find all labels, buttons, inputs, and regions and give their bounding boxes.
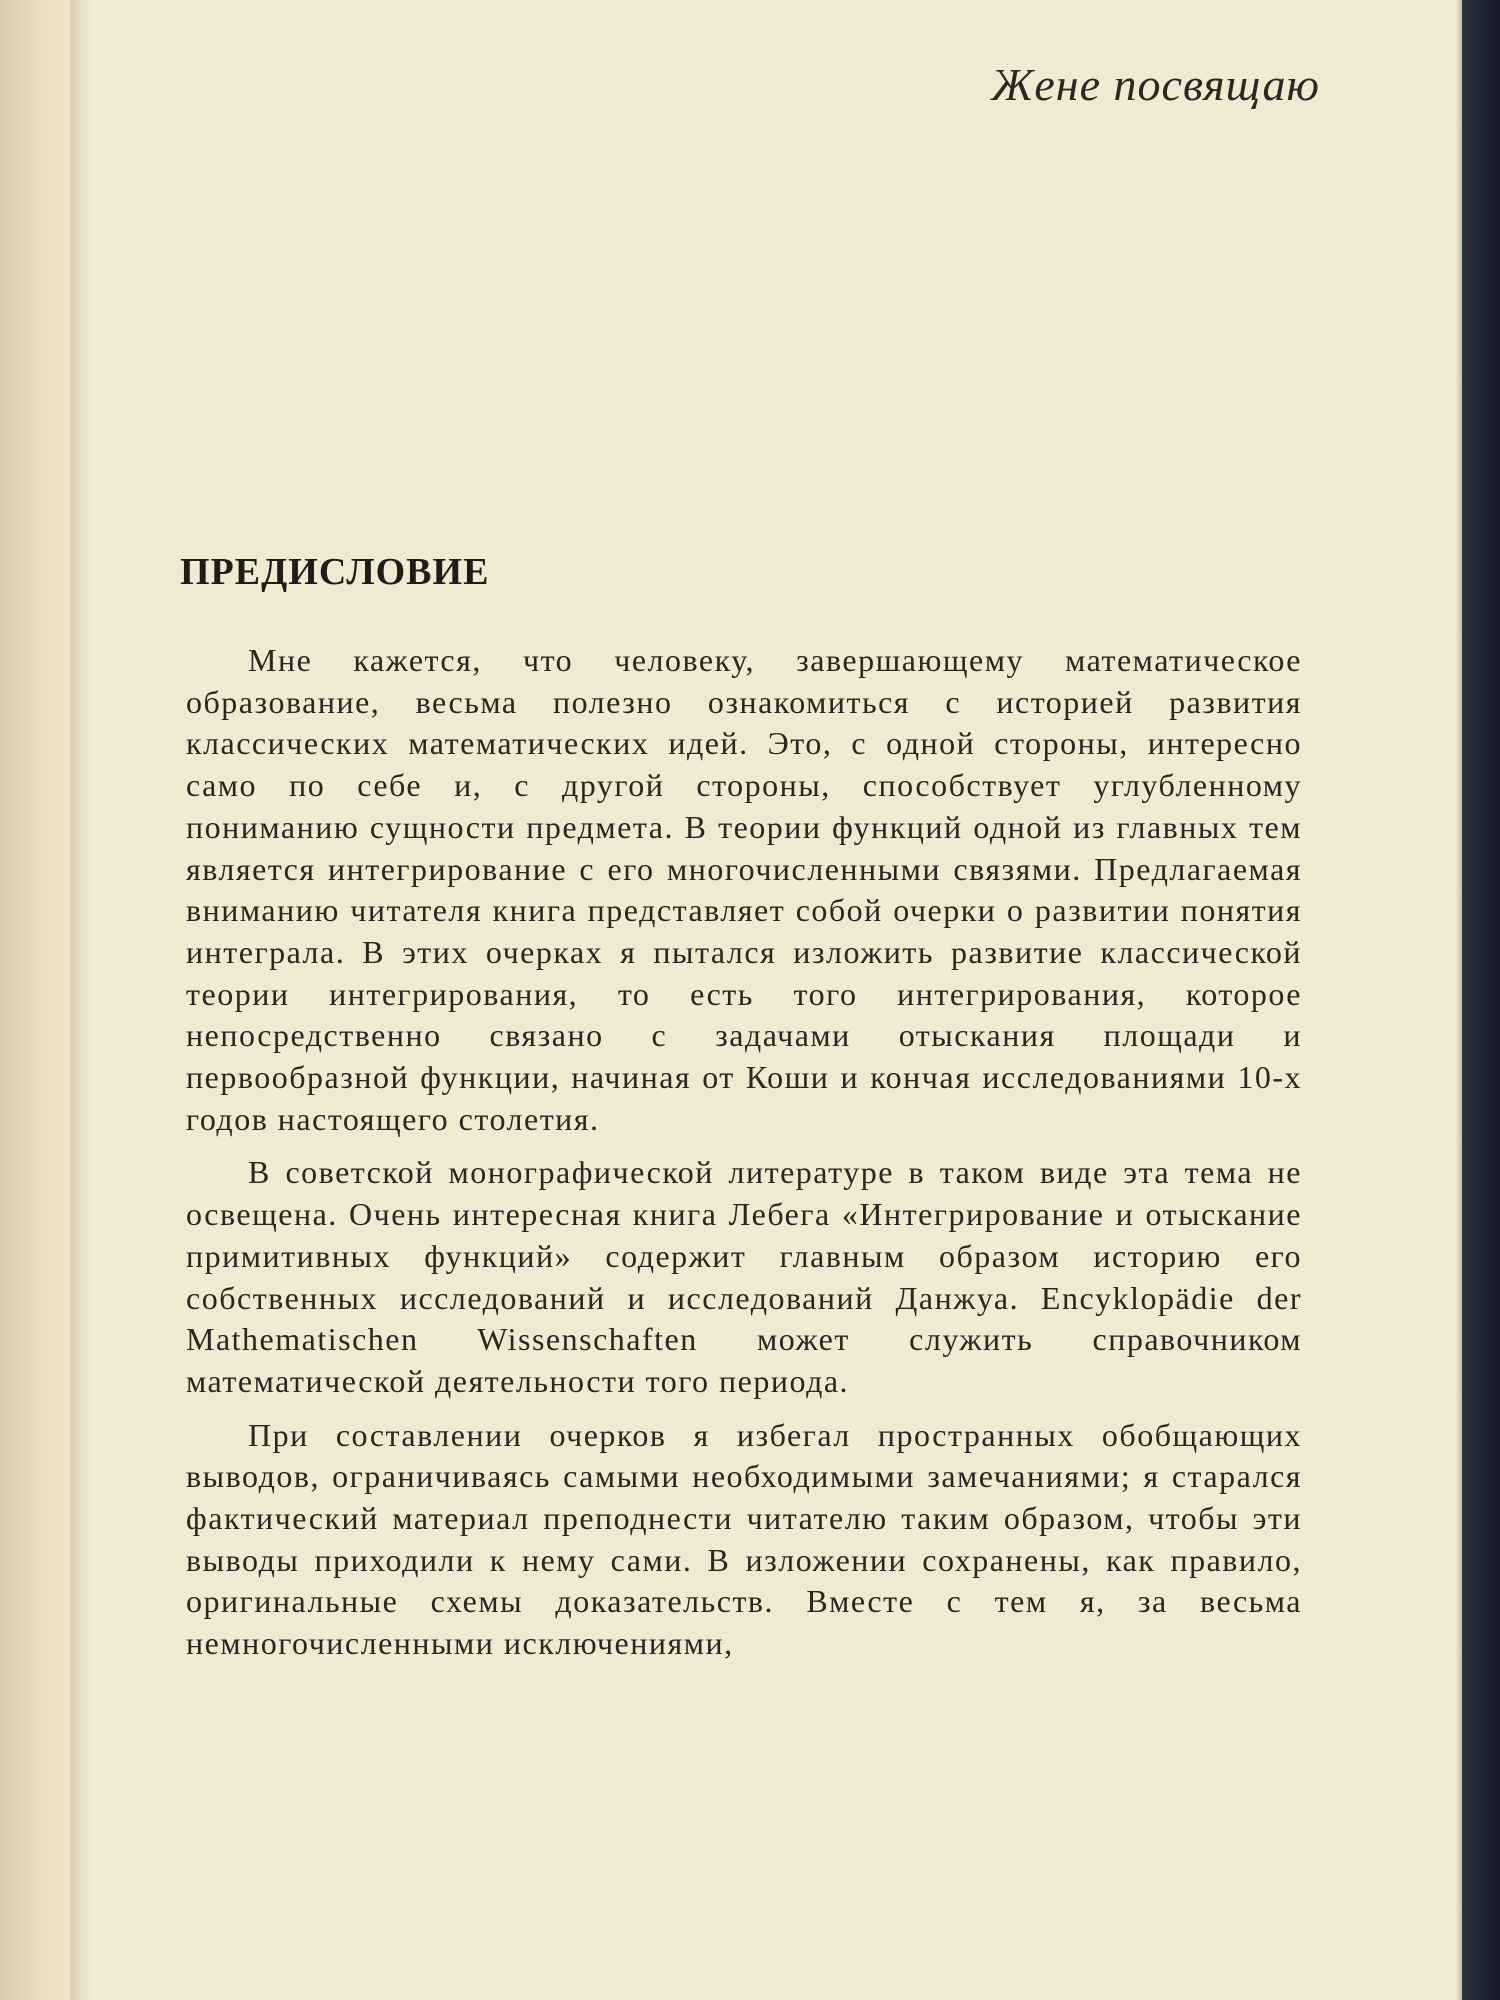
- paragraph: Мне кажется, что человеку, завершающему математическое образование, весьма полезно ознакомиться с историей развития классических математических идей. Это, с одной стороны, интересно само по себе и, с другой стороны, способствует углубленному пониманию сущности предмета. В теории функций одной из главных тем является интегрирование с его многочисленными связями. Предлагаемая вниманию читателя книга представляет собой очерки о развитии понятия интеграла. В этих очерках я пытался изложить развитие классической теории интегрирования, то есть того интегрирования, которое непосредственно связано с задачами отыскания площади и первообразной функции, начиная от Коши и кончая исследованиями 10-х годов настоящего столетия.: [186, 642, 1302, 1137]
- page-gutter: [0, 0, 78, 2000]
- book-cover-edge: [1462, 0, 1500, 2000]
- paragraph: При составлении очерков я избегал пространных обобщающих выводов, ограничиваясь самыми необходимыми замечаниями; я старался фактический материал преподнести читателю таким образом, чтобы эти выводы приходили к нему сами. В изложении сохранены, как правило, оригинальные схемы доказательств. Вместе с тем я, за весьма немногочисленными исключениями,: [186, 1416, 1302, 1662]
- section-heading: ПРЕДИСЛОВИЕ: [180, 551, 490, 593]
- paragraph: В советской монографической литературе в таком виде эта тема не освещена. Очень интересная книга Лебега «Интегрирование и отыскание примитивных функций» содержит главным образом историю его собственных исследований и исследований Данжуа. Encyklopädie der Mathematischen Wissenschaften может служить справочником математической деятельности того периода.: [186, 1154, 1302, 1399]
- body-text: [186, 640, 1302, 1677]
- page-gutter-shadow: [70, 0, 92, 2000]
- dedication: Жене посвящаю: [991, 59, 1320, 110]
